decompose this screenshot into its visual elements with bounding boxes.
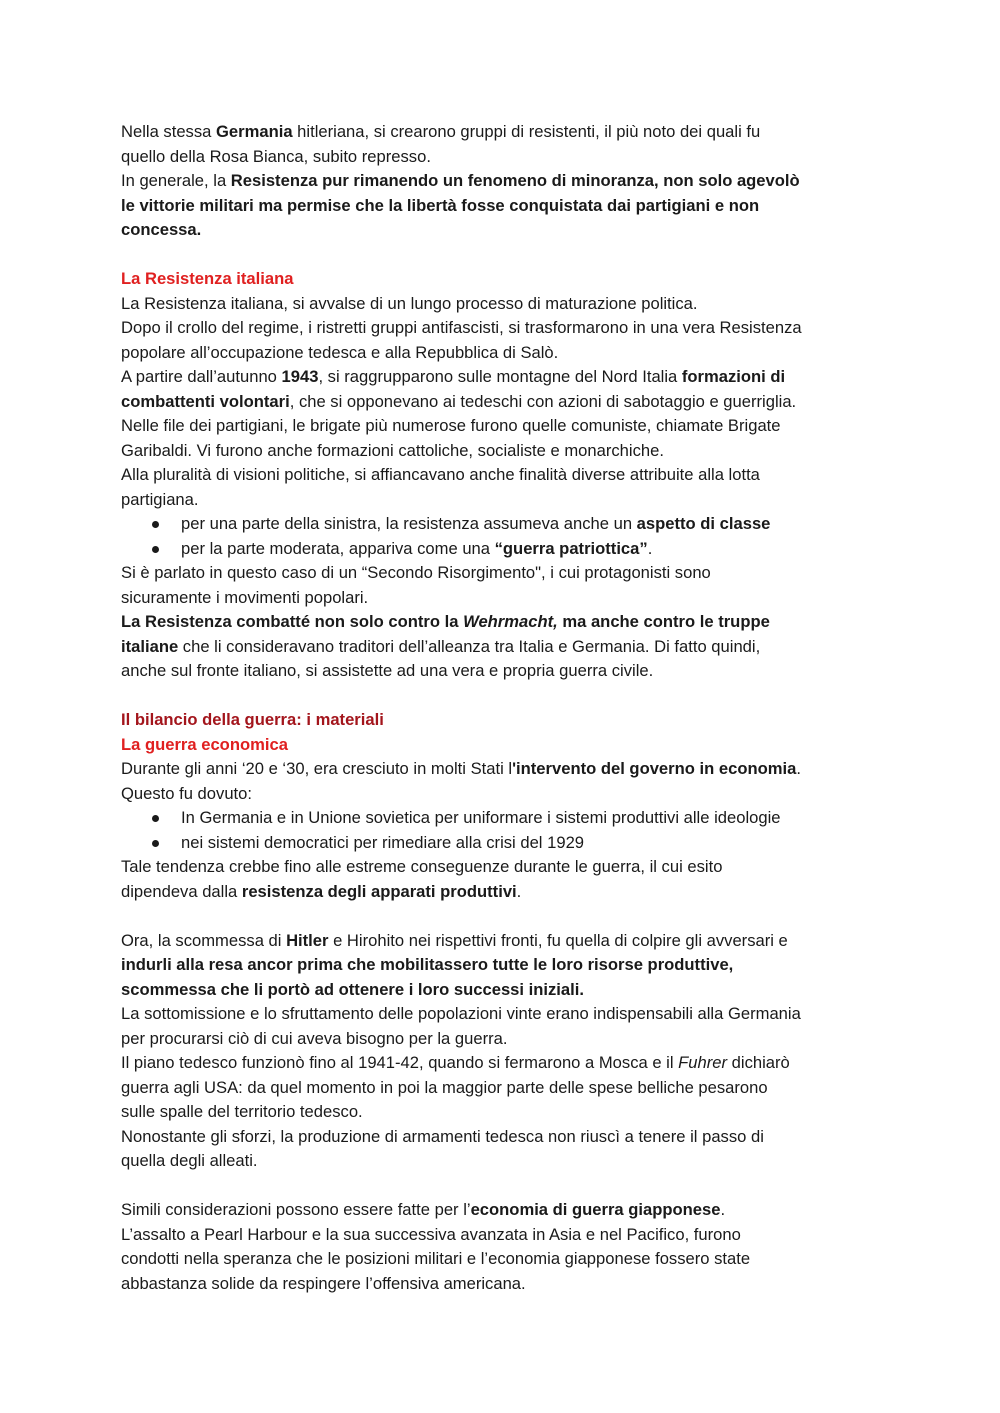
bold-text: 'intervento del governo in economia xyxy=(512,759,797,778)
bold-text: resistenza degli apparati produttivi xyxy=(241,881,517,901)
list-item-text: nei sistemi democratici per rimediare alla crisi del 1929 xyxy=(181,832,585,852)
bold-text: La Resistenza combatté non solo contro la xyxy=(121,612,464,631)
text-line xyxy=(121,880,891,905)
text-line: Alla pluralità di visioni politiche, si affiancavano anche finalità diverse attribuite alla lotta xyxy=(121,465,760,484)
text-line: Garibaldi. Vi furono anche formazioni cattoliche, socialiste e monarchiche. xyxy=(121,440,664,460)
text-line: quella degli alleati. xyxy=(121,1151,258,1170)
bold-text: formazioni di xyxy=(681,367,786,386)
text-line: guerra agli USA: da quel momento in poi la maggior parte delle spese belliche pesarono xyxy=(121,1077,768,1097)
document-page xyxy=(121,120,891,1296)
list-item xyxy=(121,831,891,856)
bold-text: le vittorie militari ma permise che la libertà fosse conquistata dai partigiani e non xyxy=(121,195,760,215)
bold-text: 1943 xyxy=(281,367,319,386)
text: Nella stessa xyxy=(121,122,216,141)
section-heading: La Resistenza italiana xyxy=(121,269,294,288)
text-line: partigiana. xyxy=(121,489,199,509)
text: hitleriana, si crearono gruppi di resistenti, il più noto dei quali fu xyxy=(292,122,761,141)
text-line xyxy=(121,365,891,390)
spacer xyxy=(121,1174,891,1199)
spacer xyxy=(121,684,891,709)
text-line: Dopo il crollo del regime, i ristretti gruppi antifascisti, si trasformarono in una vera Resistenza xyxy=(121,318,802,337)
text-line: Nelle file dei partigiani, le brigate più numerose furono quelle comuniste, chiamate Brigate xyxy=(121,416,781,435)
text: Il piano tedesco funzionò fino al 1941-42, quando si fermarono a Mosca e il xyxy=(121,1053,679,1072)
text-line: sulle spalle del territorio tedesco. xyxy=(121,1102,363,1121)
text-line xyxy=(121,120,891,145)
text-line xyxy=(121,610,891,635)
text: . xyxy=(796,759,801,778)
text-line: L’assalto a Pearl Harbour e la sua successiva avanzata in Asia e nel Pacifico, furono xyxy=(121,1224,741,1244)
text: A partire dall’autunno xyxy=(121,367,282,386)
text: e Hirohito nei rispettivi fronti, fu quella di colpire gli avversari e xyxy=(328,930,788,950)
text-line xyxy=(121,757,891,782)
text-line: Tale tendenza crebbe fino alle estreme conseguenze durante le guerra, il cui esito xyxy=(121,857,723,876)
text-line: quello della Rosa Bianca, subito represso. xyxy=(121,146,431,166)
list-item xyxy=(121,537,891,562)
text-line xyxy=(121,929,891,954)
bold-italic-text: Wehrmacht, xyxy=(463,612,558,631)
bold-text: concessa. xyxy=(121,220,202,239)
bold-text: economia di guerra giapponese xyxy=(470,1200,721,1219)
text-line: La sottomissione e lo sfruttamento delle popolazioni vinte erano indispensabili alla Germania xyxy=(121,1004,801,1023)
bold-text: scommessa che li portò ad ottenere i loro successi iniziali. xyxy=(121,979,584,999)
text: Simili considerazioni possono essere fatte per l’ xyxy=(121,1200,471,1219)
text-line xyxy=(121,1198,891,1223)
text: , che si opponevano ai tedeschi con azioni di sabotaggio e guerriglia. xyxy=(289,391,797,411)
section-heading: Il bilancio della guerra: i materiali xyxy=(121,710,384,729)
text: . xyxy=(647,538,653,558)
bold-text: italiane xyxy=(121,636,179,656)
text: Ora, la scommessa di xyxy=(121,930,287,950)
bold-text: “guerra patriottica” xyxy=(494,538,648,558)
text: . xyxy=(516,881,522,901)
text-line xyxy=(121,635,891,660)
text: per la parte moderata, appariva come una xyxy=(181,538,495,558)
list-item xyxy=(121,512,891,537)
bullet-icon xyxy=(152,840,159,847)
text: dichiarò xyxy=(727,1053,790,1072)
text-line xyxy=(121,390,891,415)
spacer xyxy=(121,243,891,268)
text: che li consideravano traditori dell’alleanza tra Italia e Germania. Di fatto quindi, xyxy=(178,636,761,656)
bold-text: indurli alla resa ancor prima che mobilitassero tutte le loro risorse produttive, xyxy=(121,955,734,974)
text-line xyxy=(121,1051,891,1076)
text-line xyxy=(121,953,891,978)
text-line: Questo fu dovuto: xyxy=(121,783,252,803)
text: . xyxy=(720,1200,726,1219)
text: Durante gli anni ‘20 e ‘30, era cresciuto in molti Stati l xyxy=(121,759,513,778)
bold-text: Hitler xyxy=(286,930,329,950)
bold-text: aspetto di classe xyxy=(636,514,771,533)
text: per una parte della sinistra, la resistenza assumeva anche un xyxy=(181,514,637,533)
text: dipendeva dalla xyxy=(121,881,242,901)
text-line: per procurarsi ciò di cui aveva bisogno per la guerra. xyxy=(121,1028,508,1048)
bold-text: Resistenza pur rimanendo un fenomeno di minoranza, non solo agevolò xyxy=(230,171,800,190)
list-item xyxy=(121,806,891,831)
bold-text: combattenti volontari xyxy=(121,391,290,411)
text: In generale, la xyxy=(121,171,231,190)
text-line xyxy=(121,169,891,194)
text-line xyxy=(121,978,891,1003)
text-line: abbastanza solide da respingere l’offensiva americana. xyxy=(121,1273,526,1293)
text-line: popolare all’occupazione tedesca e alla Repubblica di Salò. xyxy=(121,342,559,362)
text-line: Nonostante gli sforzi, la produzione di armamenti tedesca non riuscì a tenere il passo di xyxy=(121,1126,764,1146)
bullet-icon xyxy=(152,521,159,528)
bold-text: ma anche contro le truppe xyxy=(557,612,770,631)
italic-text: Fuhrer xyxy=(678,1053,728,1072)
text-line: La Resistenza italiana, si avvalse di un lungo processo di maturazione politica. xyxy=(121,293,698,313)
bullet-icon xyxy=(152,815,159,822)
list-item-text: In Germania e in Unione sovietica per uniformare i sistemi produttivi alle ideologie xyxy=(181,808,781,827)
subsection-heading: La guerra economica xyxy=(121,734,288,754)
text-line: anche sul fronte italiano, si assistette ad una vera e propria guerra civile. xyxy=(121,661,654,680)
text-line xyxy=(121,218,891,243)
spacer xyxy=(121,904,891,929)
text-line: Si è parlato in questo caso di un “Secondo Risorgimento", i cui protagonisti sono xyxy=(121,563,711,582)
text-line: sicuramente i movimenti popolari. xyxy=(121,587,369,607)
text-line: condotti nella speranza che le posizioni militari e l’economia giapponese fossero state xyxy=(121,1249,751,1268)
text-line xyxy=(121,194,891,219)
bold-text: Germania xyxy=(216,122,293,141)
text: , si raggrupparono sulle montagne del Nord Italia xyxy=(318,367,682,386)
bullet-icon xyxy=(152,546,159,553)
